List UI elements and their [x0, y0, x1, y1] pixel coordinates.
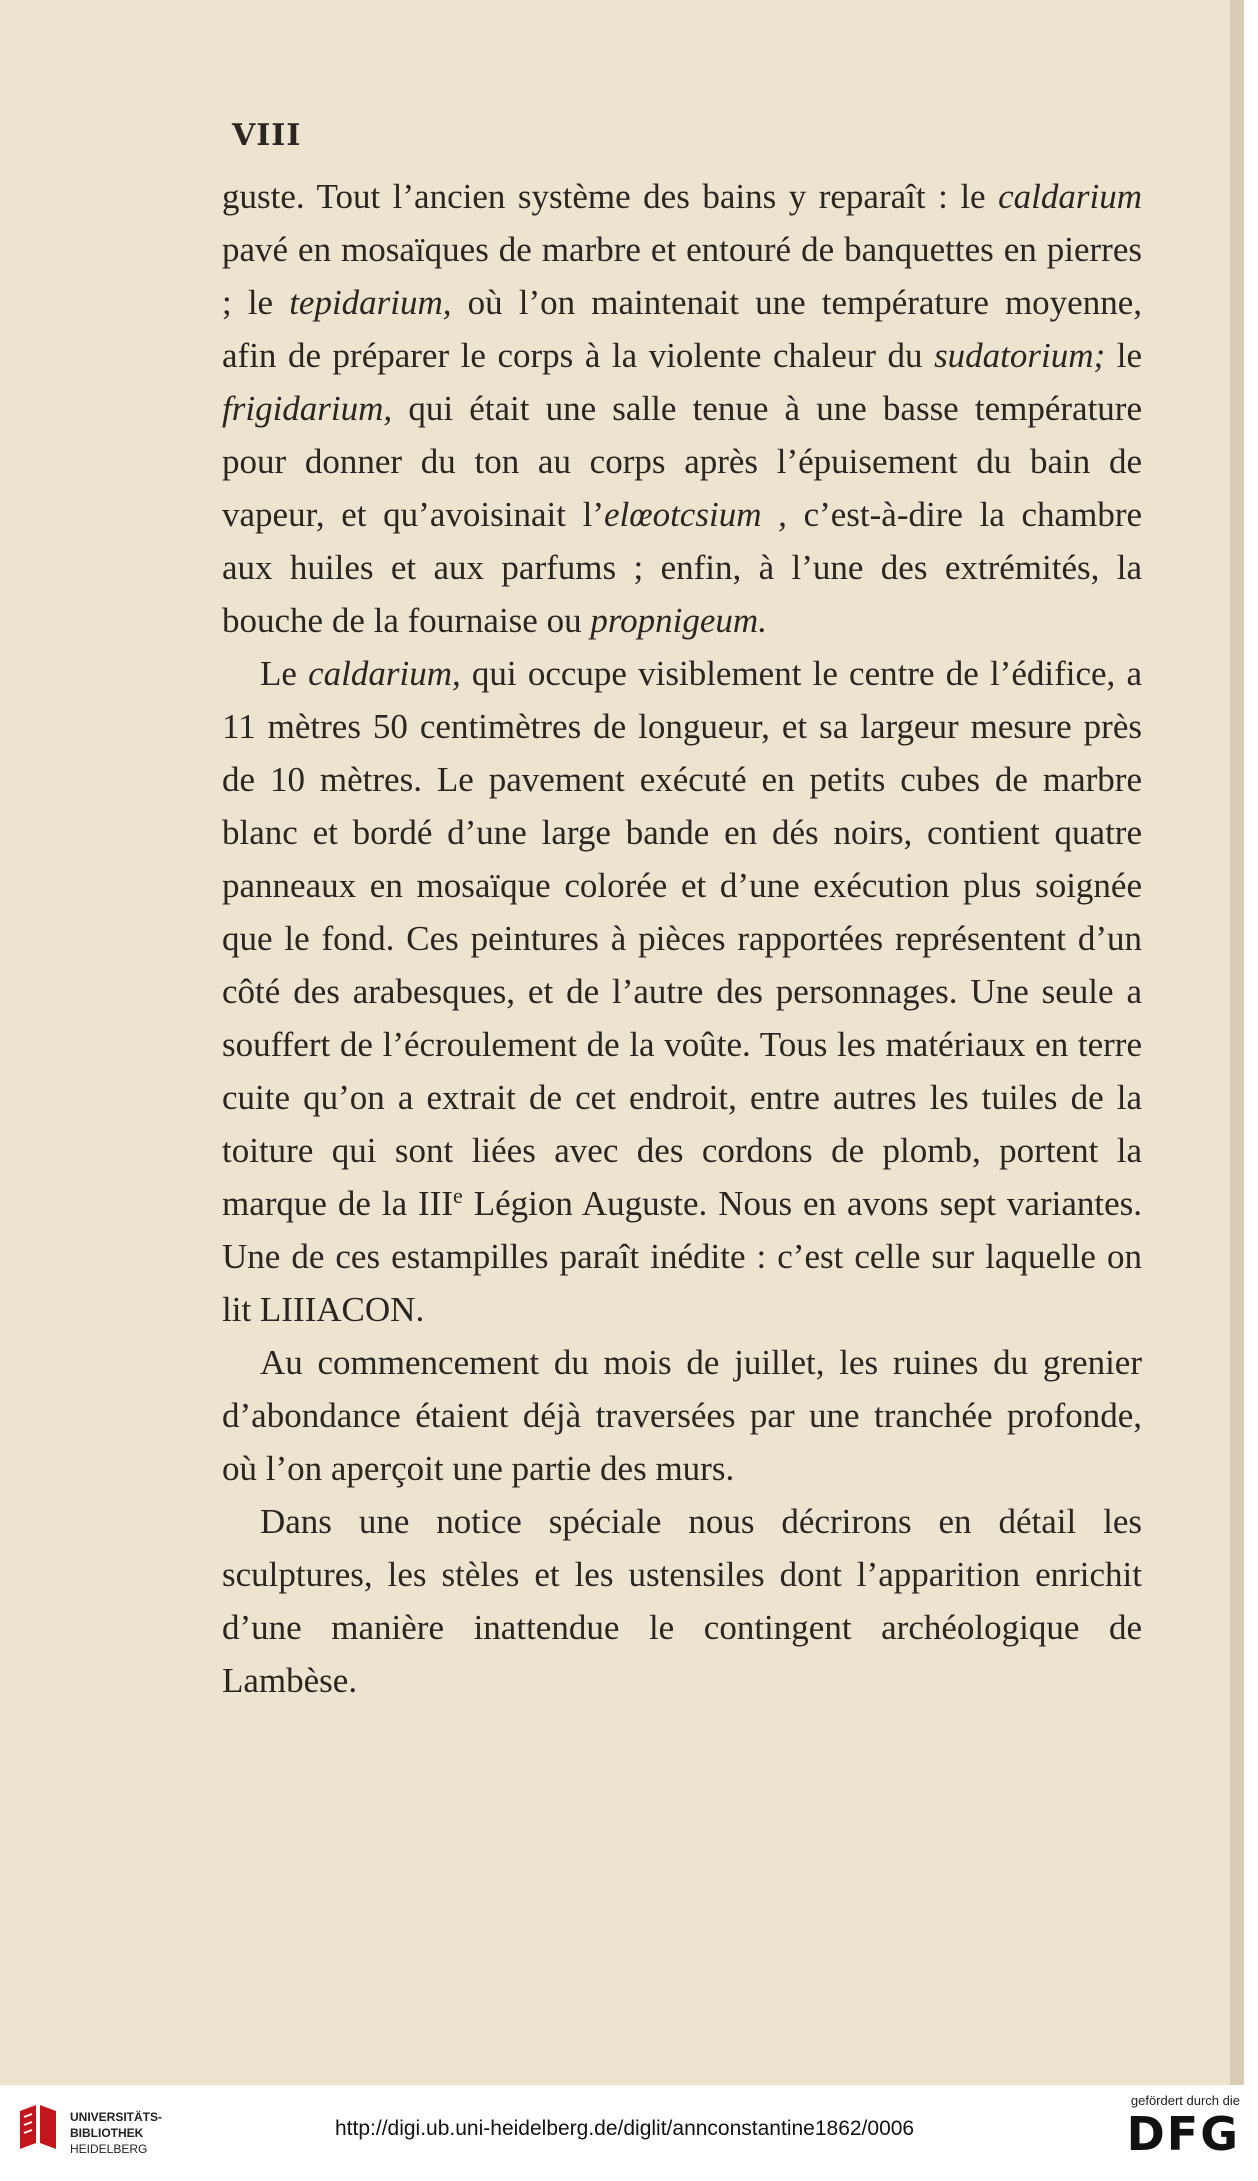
- library-name-line2: BIBLIOTHEK: [70, 2126, 144, 2140]
- permalink-url[interactable]: http://digi.ub.uni-heidelberg.de/diglit/annconstantine1862/0006: [335, 2117, 915, 2140]
- paragraph: [222, 647, 1142, 1336]
- italic-term: propnigeum.: [590, 601, 767, 640]
- paragraph: [222, 1336, 1142, 1495]
- italic-term: tepidarium,: [289, 283, 452, 322]
- library-name-line3: HEIDELBERG: [70, 2142, 148, 2156]
- viewer-footer: [0, 2085, 1258, 2181]
- italic-term: elœotcsium ,: [603, 495, 787, 534]
- dfg-logo: DFG: [1126, 2107, 1240, 2161]
- paragraph: [222, 170, 1142, 647]
- superscript: e: [453, 1183, 463, 1208]
- text-run: qui occupe visiblement le centre de l’édifice, a 11 mètres 50 centimètres de longueur, et sa largeur mesure près de 10 mètres. Le pavement exécuté en petits cubes de marbre blanc et bordé d’une large bande en dés noirs, contient quatre panneaux en mosaïque colorée et d’une exécution plus soignée que le fond. Ces peintures à pièces rapportées représentent d’un côté des arabesques, et de l’autre des personnages. Une seule a souffert de l’écroulement de la voûte. Tous les matériaux en terre cuite qu’on a extrait de cet endroit, entre autres les tuiles de la toiture qui sont liées avec des cordons de plomb, portent la marque de la III: [222, 654, 1142, 1223]
- library-name: [70, 2109, 162, 2157]
- library-crest-icon: [14, 2103, 62, 2167]
- library-logo[interactable]: [14, 2103, 174, 2169]
- text-run: pavé en mosaïques de marbre et entouré de banquettes en pierres ; le: [222, 230, 1142, 322]
- text-run: où l’on maintenait une température moyenne, afin de préparer le corps à la violente chaleur du: [222, 283, 1142, 375]
- text-run: Le: [260, 654, 309, 693]
- page-edge: [1230, 0, 1244, 2085]
- italic-term: sudatorium;: [934, 336, 1106, 375]
- text-run: Légion Auguste. Nous en avons sept variantes. Une de ces estampilles paraît inédite : c’est celle sur laquelle on lit LIIIACON.: [222, 1184, 1143, 1329]
- dfg-funding[interactable]: [1100, 2093, 1240, 2160]
- text-run: guste. Tout l’ancien système des bains y reparaît : le: [222, 177, 999, 216]
- text-run: Dans une notice spéciale nous décrirons en détail les sculptures, les stèles et les ustensiles dont l’apparition enrichit d’une manière inattendue le contingent archéologique de Lambèse.: [222, 1502, 1142, 1700]
- paragraph: [222, 1495, 1142, 1707]
- text-run: le: [1105, 336, 1142, 375]
- library-name-line1: UNIVERSITÄTS-: [70, 2110, 163, 2124]
- text-run: c’est-à-dire la chambre aux huiles et aux parfums ; enfin, à l’une des extrémités, la bouche de la fournaise ou: [222, 495, 1143, 640]
- text-run: qui était une salle tenue à une basse température pour donner du ton au corps après l’épuisement du bain de vapeur, et qu’avoisinait l’: [222, 389, 1142, 534]
- page-number: VIII: [232, 118, 302, 153]
- funding-caption: gefördert durch die: [1130, 2093, 1240, 2108]
- italic-term: frigidarium,: [222, 389, 393, 428]
- body-text: [222, 170, 1142, 1707]
- italic-term: caldarium: [998, 177, 1142, 216]
- italic-term: caldarium,: [308, 654, 461, 693]
- text-run: Au commencement du mois de juillet, les ruines du grenier d’abondance étaient déjà traversées par une tranchée profonde, où l’on aperçoit une partie des murs.: [222, 1343, 1142, 1488]
